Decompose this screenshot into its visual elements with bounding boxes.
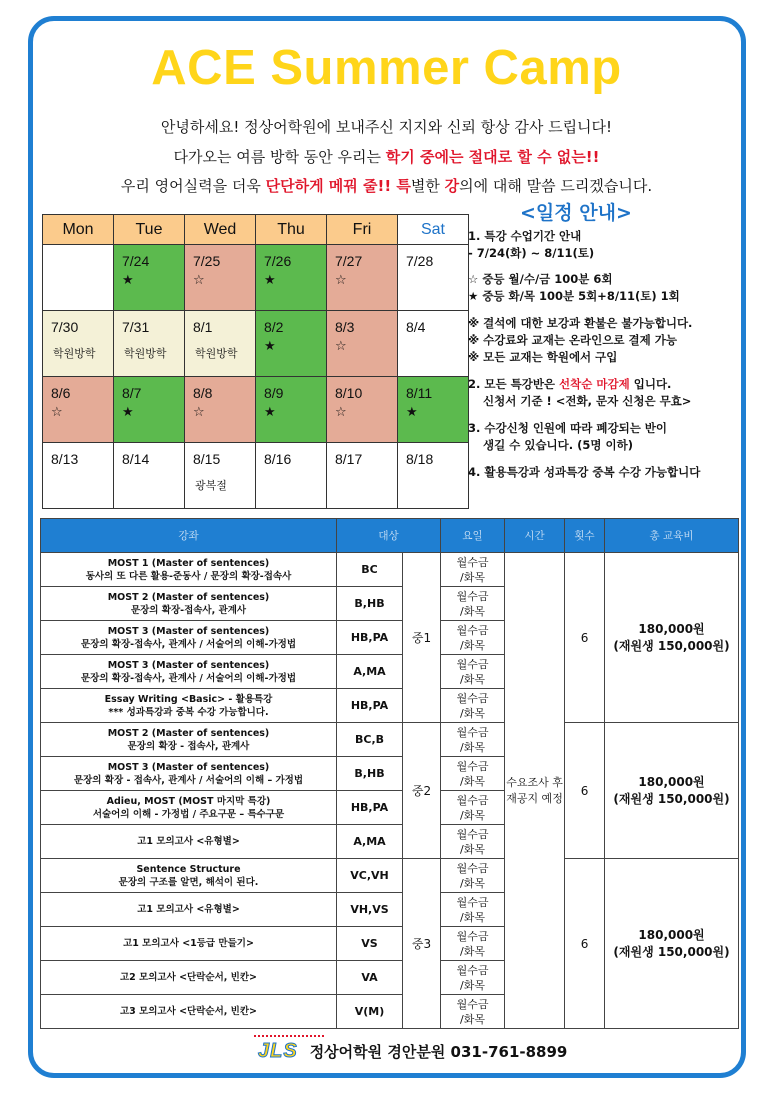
course-subtitle: 문장의 확장-접속사, 관계사 xyxy=(130,604,247,616)
course-level: 중3 xyxy=(403,859,441,1029)
calendar-cell xyxy=(114,311,185,377)
intro-line-2: 다가오는 여름 방학 동안 우리는 학기 중에는 절대로 할 수 없는!! xyxy=(173,148,600,166)
calendar-cell xyxy=(398,443,469,509)
calendar-date: 8/4 xyxy=(406,319,426,335)
course-days-a: 월수금 xyxy=(456,623,489,637)
course-time-note-2: 재공지 예정 xyxy=(506,791,563,805)
course-days-a: 월수금 xyxy=(456,589,489,603)
course-name xyxy=(41,655,337,689)
calendar-star-mark: ☆ xyxy=(335,405,347,420)
course-row xyxy=(41,859,739,893)
course-name xyxy=(41,961,337,995)
course-row xyxy=(41,553,739,587)
course-price xyxy=(605,723,739,859)
course-days-a: 월수금 xyxy=(456,895,489,909)
calendar-cell xyxy=(327,377,398,443)
calendar-star-mark: ☆ xyxy=(335,339,347,354)
course-target: HB,PA xyxy=(337,621,403,655)
course-time xyxy=(505,553,565,1029)
course-price xyxy=(605,553,739,723)
course-price-amount: 180,000원 xyxy=(638,774,705,789)
calendar-date: 8/9 xyxy=(264,385,284,401)
notes xyxy=(468,228,758,481)
calendar-date: 7/28 xyxy=(406,253,434,269)
calendar-date: 8/18 xyxy=(406,451,434,467)
course-name xyxy=(41,621,337,655)
calendar-date: 7/25 xyxy=(193,253,221,269)
calendar-star-mark: ★ xyxy=(264,273,276,288)
footer-contact: 정상어학원 경안분원 031-761-8899 xyxy=(309,1043,568,1061)
calendar-date: 7/31 xyxy=(122,319,150,335)
calendar-date: 8/8 xyxy=(193,385,213,401)
course-price-amount: 180,000원 xyxy=(638,621,705,636)
course-price-amount: 180,000원 xyxy=(638,927,705,942)
course-days xyxy=(441,723,505,757)
course-days xyxy=(441,689,505,723)
intro-line-3: 우리 영어실력을 더욱 단단하게 메꿔 줄!! 특별한 강의에 대해 말씀 드리겠습니다. xyxy=(120,177,653,195)
course-days-a: 월수금 xyxy=(456,657,489,671)
course-time-note-1: 수요조사 후 xyxy=(506,775,563,789)
calendar-date: 8/17 xyxy=(335,451,363,467)
course-days xyxy=(441,553,505,587)
course-days-b: /화목 xyxy=(460,672,485,686)
course-target: HB,PA xyxy=(337,689,403,723)
notes-warning-3: ※ 모든 교재는 학원에서 구입 xyxy=(468,350,618,364)
footer xyxy=(258,1040,567,1063)
course-target: BC xyxy=(337,553,403,587)
calendar-cell xyxy=(327,245,398,311)
course-days xyxy=(441,587,505,621)
calendar-star-mark: ★ xyxy=(122,273,134,288)
course-days xyxy=(441,621,505,655)
course-days xyxy=(441,655,505,689)
calendar-cell xyxy=(114,377,185,443)
calendar-week xyxy=(43,443,469,509)
course-price-member: (재원생 150,000원) xyxy=(613,638,730,653)
calendar-cell xyxy=(185,311,256,377)
notes-warning-2: ※ 수강료와 교재는 온라인으로 결제 가능 xyxy=(468,333,677,347)
calendar-day-fri: Fri xyxy=(327,215,398,245)
course-days-a: 월수금 xyxy=(456,555,489,569)
course-title: Adieu, MOST (MOST 마지막 특강) xyxy=(106,795,271,807)
notes-item-2-detail: 신청서 기준 ! <전화, 문자 신청은 무효> xyxy=(483,394,692,408)
calendar-day-sat: Sat xyxy=(398,215,469,245)
calendar-cell xyxy=(114,443,185,509)
intro-line-1: 안녕하세요! 정상어학원에 보내주신 지지와 신뢰 항상 감사 드립니다! xyxy=(160,118,613,136)
course-title: 고1 모의고사 <유형별> xyxy=(137,904,240,915)
course-days-b: /화목 xyxy=(460,604,485,618)
course-target: VS xyxy=(337,927,403,961)
course-name xyxy=(41,859,337,893)
course-title: MOST 3 (Master of sentences) xyxy=(107,761,270,773)
course-subtitle: 동사의 또 다른 활용-준동사 / 문장의 확장-접속사 xyxy=(85,570,292,582)
calendar-cell xyxy=(43,245,114,311)
calendar-star-mark: ☆ xyxy=(335,273,347,288)
course-subtitle: 문장의 확장-접속사, 관계사 / 서술어의 이해-가정법 xyxy=(80,672,297,684)
calendar-star-mark: ☆ xyxy=(51,405,63,420)
calendar-star-mark: ★ xyxy=(406,405,418,420)
course-table xyxy=(40,518,739,1029)
calendar-cell xyxy=(256,377,327,443)
calendar-note: 학원방학 xyxy=(53,347,96,360)
course-header: 강좌 xyxy=(41,519,337,553)
course-target: VA xyxy=(337,961,403,995)
notes-item-2: 2. 모든 특강반은 선착순 마감제 입니다. xyxy=(468,377,672,391)
calendar-cell xyxy=(327,311,398,377)
calendar-cell xyxy=(185,377,256,443)
course-name xyxy=(41,927,337,961)
notes-item-3: 3. 수강신청 인원에 따라 폐강되는 반이 xyxy=(468,421,668,435)
course-target: V(M) xyxy=(337,995,403,1029)
course-target: A,MA xyxy=(337,655,403,689)
course-days-a: 월수금 xyxy=(456,793,489,807)
course-title: 고1 모의고사 <1등급 만들기> xyxy=(123,938,254,949)
course-days xyxy=(441,859,505,893)
calendar-week xyxy=(43,245,469,311)
notes-period-title: 1. 특강 수업기간 안내 xyxy=(468,229,582,243)
course-days xyxy=(441,893,505,927)
calendar-date: 8/1 xyxy=(193,319,213,335)
calendar-cell xyxy=(327,443,398,509)
course-row xyxy=(41,723,739,757)
course-name xyxy=(41,723,337,757)
course-days-a: 월수금 xyxy=(456,997,489,1011)
calendar-star-mark: ★ xyxy=(264,405,276,420)
calendar-day-mon: Mon xyxy=(43,215,114,245)
course-title: MOST 3 (Master of sentences) xyxy=(107,659,270,671)
calendar-cell xyxy=(256,311,327,377)
course-subtitle: 문장의 확장 - 접속사, 관계사 xyxy=(127,740,250,752)
calendar-date: 7/30 xyxy=(51,319,79,335)
course-header: 횟수 xyxy=(565,519,605,553)
course-title: MOST 1 (Master of sentences) xyxy=(107,557,270,569)
calendar-cell xyxy=(185,245,256,311)
course-session-count: 6 xyxy=(565,723,605,859)
calendar-date: 8/10 xyxy=(335,385,363,401)
course-price-member: (재원생 150,000원) xyxy=(613,791,730,806)
calendar-day-tue: Tue xyxy=(114,215,185,245)
course-title: MOST 2 (Master of sentences) xyxy=(107,727,270,739)
notes-item-3-detail: 생길 수 있습니다. (5명 이하) xyxy=(483,438,633,452)
course-name xyxy=(41,791,337,825)
calendar-star-mark: ☆ xyxy=(193,273,205,288)
course-days-b: /화목 xyxy=(460,706,485,720)
course-days-a: 월수금 xyxy=(456,929,489,943)
course-header: 총 교육비 xyxy=(605,519,739,553)
course-title: 고3 모의고사 <단락순서, 빈칸> xyxy=(119,1006,257,1017)
calendar-date: 8/15 xyxy=(193,451,221,467)
course-days-b: /화목 xyxy=(460,842,485,856)
course-subtitle: 문장의 구조를 알면, 해석이 된다. xyxy=(118,876,259,888)
course-title: MOST 3 (Master of sentences) xyxy=(107,625,270,637)
course-name xyxy=(41,893,337,927)
course-target: VH,VS xyxy=(337,893,403,927)
academy-logo: JLS xyxy=(258,1040,298,1062)
course-days-b: /화목 xyxy=(460,978,485,992)
calendar-week xyxy=(43,311,469,377)
course-name xyxy=(41,825,337,859)
course-subtitle: 서술어의 이해 - 가정법 / 주요구문 – 특수구문 xyxy=(92,808,285,820)
course-days-b: /화목 xyxy=(460,1012,485,1026)
calendar-cell xyxy=(398,377,469,443)
notes-warning-1: ※ 결석에 대한 보강과 환불은 불가능합니다. xyxy=(468,316,693,330)
course-name xyxy=(41,757,337,791)
calendar-cell xyxy=(114,245,185,311)
schedule-title: <일정 안내> xyxy=(520,202,632,224)
course-days-a: 월수금 xyxy=(456,691,489,705)
course-days-a: 월수금 xyxy=(456,725,489,739)
course-title: Sentence Structure xyxy=(136,863,241,875)
course-subtitle: *** 성과특강과 중복 수강 가능합니다. xyxy=(108,706,269,718)
course-target: BC,B xyxy=(337,723,403,757)
course-level: 중1 xyxy=(403,553,441,723)
calendar-note: 학원방학 xyxy=(124,347,167,360)
course-days-a: 월수금 xyxy=(456,759,489,773)
course-days-b: /화목 xyxy=(460,876,485,890)
course-target: A,MA xyxy=(337,825,403,859)
course-price xyxy=(605,859,739,1029)
course-title: MOST 2 (Master of sentences) xyxy=(107,591,270,603)
course-target: HB,PA xyxy=(337,791,403,825)
notes-period-range: - 7/24(화) ~ 8/11(토) xyxy=(468,246,595,260)
course-header: 요일 xyxy=(441,519,505,553)
course-days xyxy=(441,961,505,995)
calendar-date: 8/6 xyxy=(51,385,71,401)
course-name xyxy=(41,553,337,587)
calendar-cell xyxy=(398,245,469,311)
course-name xyxy=(41,995,337,1029)
calendar-cell xyxy=(398,311,469,377)
course-header: 시간 xyxy=(505,519,565,553)
course-days-b: /화목 xyxy=(460,944,485,958)
calendar-date: 8/13 xyxy=(51,451,79,467)
calendar-date: 8/16 xyxy=(264,451,292,467)
calendar-date: 7/24 xyxy=(122,253,150,269)
calendar-cell xyxy=(43,443,114,509)
calendar-week xyxy=(43,377,469,443)
course-days-b: /화목 xyxy=(460,570,485,584)
course-days xyxy=(441,791,505,825)
page-title: ACE Summer Camp xyxy=(151,41,622,95)
notes-item-4: 4. 활용특강과 성과특강 중복 수강 가능합니다 xyxy=(468,465,701,479)
calendar-cell xyxy=(43,311,114,377)
calendar-star-mark: ☆ xyxy=(193,405,205,420)
course-target: B,HB xyxy=(337,587,403,621)
course-days-b: /화목 xyxy=(460,774,485,788)
calendar-note: 광복절 xyxy=(195,479,227,492)
course-session-count: 6 xyxy=(565,859,605,1029)
course-title: 고1 모의고사 <유형별> xyxy=(137,836,240,847)
course-name xyxy=(41,689,337,723)
calendar xyxy=(42,214,469,509)
course-header: 대상 xyxy=(337,519,441,553)
calendar-cell xyxy=(256,245,327,311)
calendar-date: 8/7 xyxy=(122,385,142,401)
calendar-cell xyxy=(256,443,327,509)
calendar-date: 7/27 xyxy=(335,253,363,269)
calendar-date: 8/3 xyxy=(335,319,355,335)
course-days xyxy=(441,927,505,961)
course-days-b: /화목 xyxy=(460,638,485,652)
course-target: B,HB xyxy=(337,757,403,791)
course-target: VC,VH xyxy=(337,859,403,893)
course-name xyxy=(41,587,337,621)
calendar-day-wed: Wed xyxy=(185,215,256,245)
course-session-count: 6 xyxy=(565,553,605,723)
calendar-day-thu: Thu xyxy=(256,215,327,245)
calendar-note: 학원방학 xyxy=(195,347,238,360)
course-days xyxy=(441,825,505,859)
course-title: Essay Writing <Basic> - 활용특강 xyxy=(104,693,273,705)
course-days-b: /화목 xyxy=(460,910,485,924)
calendar-star-mark: ★ xyxy=(264,339,276,354)
course-days xyxy=(441,757,505,791)
course-days-a: 월수금 xyxy=(456,827,489,841)
course-days-a: 월수금 xyxy=(456,861,489,875)
course-days xyxy=(441,995,505,1029)
notes-schedule-b: ★ 중등 화/목 100분 5회+8/11(토) 1회 xyxy=(468,289,680,303)
course-subtitle: 문장의 확장 - 접속사, 관계사 / 서술어의 이해 – 가정법 xyxy=(73,774,304,786)
calendar-date: 8/2 xyxy=(264,319,284,335)
calendar-date: 8/11 xyxy=(406,385,433,401)
notes-schedule-a: ☆ 중등 월/수/금 100분 6회 xyxy=(468,272,613,286)
course-days-a: 월수금 xyxy=(456,963,489,977)
calendar-cell xyxy=(43,377,114,443)
course-days-b: /화목 xyxy=(460,808,485,822)
course-subtitle: 문장의 확장-접속사, 관계사 / 서술어의 이해-가정법 xyxy=(80,638,297,650)
course-title: 고2 모의고사 <단락순서, 빈칸> xyxy=(119,972,257,983)
course-price-member: (재원생 150,000원) xyxy=(613,944,730,959)
calendar-date: 7/26 xyxy=(264,253,292,269)
course-level: 중2 xyxy=(403,723,441,859)
calendar-date: 8/14 xyxy=(122,451,150,467)
course-days-b: /화목 xyxy=(460,740,485,754)
calendar-cell xyxy=(185,443,256,509)
calendar-star-mark: ★ xyxy=(122,405,134,420)
